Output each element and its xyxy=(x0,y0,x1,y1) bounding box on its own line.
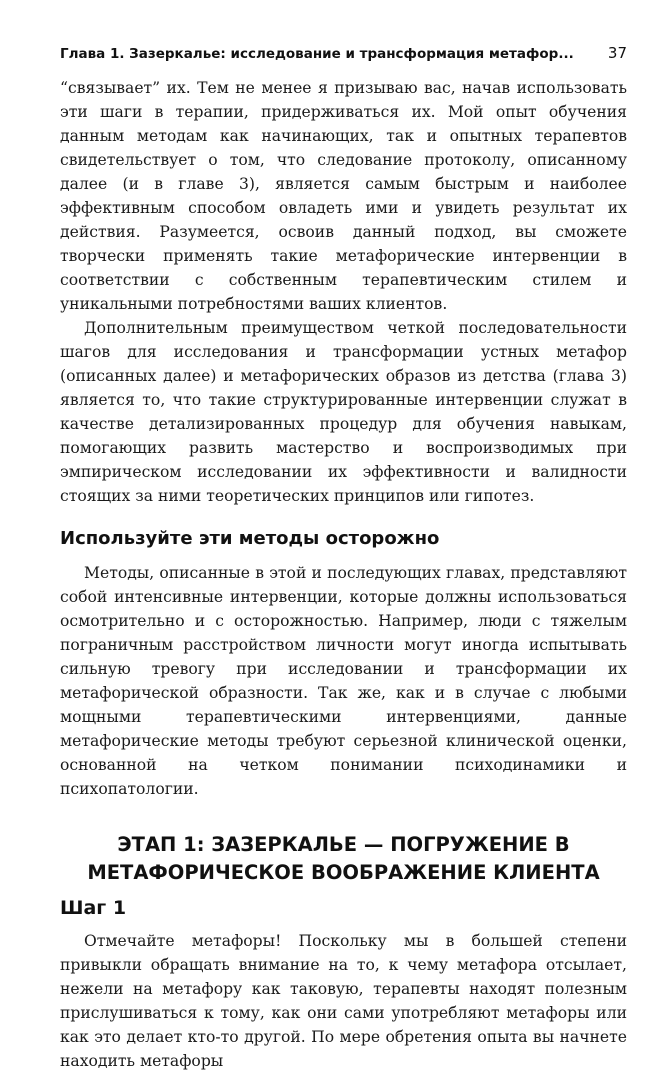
stage-heading-line-1: ЭТАП 1: ЗАЗЕРКАЛЬЕ — ПОГРУЖЕНИЕ В xyxy=(117,833,570,856)
paragraph-caution: Методы, описанные в этой и последующих главах, представляют собой интенсивные интервенции, которые должны использоваться осмотрительно и с осторожностью. Например, люди с тяжелым пограничным расстройством личности могут иногда испытывать сильную тревогу при исследовании и трансформации их метафорической образности. Так же, как и в случае с любыми мощными терапевтическими интервенциями, данные метафорические методы требуют серьезной клинической оценки, основанной на четком понимании психодинамики и психопатологии. xyxy=(60,564,627,798)
step-heading: Шаг 1 xyxy=(60,897,127,919)
paragraph-advantage: Дополнительным преимуществом четкой последовательности шагов для исследования и трансформации устных метафор (описанных далее) и метафорических образов из детства (глава 3) является то, что такие структурированные интервенции служат в качестве детализированных процедур для обучения навыкам, помогающих развить мастерство и воспроизводимых при эмпирическом исследовании их эффективности и валидности стоящих за ними теоретических принципов или гипотез. xyxy=(60,319,627,505)
chapter-title: Глава 1. Зазеркалье: исследование и трансформация метафор... xyxy=(60,46,574,62)
stage-heading xyxy=(60,831,627,887)
paragraph-step-1: Отмечайте метафоры! Поскольку мы в большей степени привыкли обращать внимание на то, к чему метафора отсылает, нежели на метафору как таковую, терапевты находят полезным прислушиваться к тому, как они сами употребляют метафоры или как это делает кто-то другой. По мере обретения опыта вы начнете находить метафоры xyxy=(60,932,627,1070)
running-head xyxy=(60,44,627,62)
page-body xyxy=(60,76,627,1073)
stage-heading-line-2: МЕТАФОРИЧЕСКОЕ ВООБРАЖЕНИЕ КЛИЕНТА xyxy=(87,861,600,884)
page-number: 37 xyxy=(607,44,627,62)
section-heading-caution: Используйте эти методы осторожно xyxy=(60,528,440,549)
paragraph-continuation: “связывает” их. Тем не менее я призываю вас, начав использовать эти шаги в терапии, придерживаться их. Мой опыт обучения данным методам как начинающих, так и опытных терапевтов свидетельствует о том, что следование протоколу, описанному далее (и в главе 3), является самым быстрым и наиболее эффективным способом овладеть ими и увидеть результат их действия. Разумеется, освоив данный подход, вы сможете творчески применять такие метафорические интервенции в соответствии с собственным терапевтическим стилем и уникальными потребностями ваших клиентов. xyxy=(60,79,627,313)
